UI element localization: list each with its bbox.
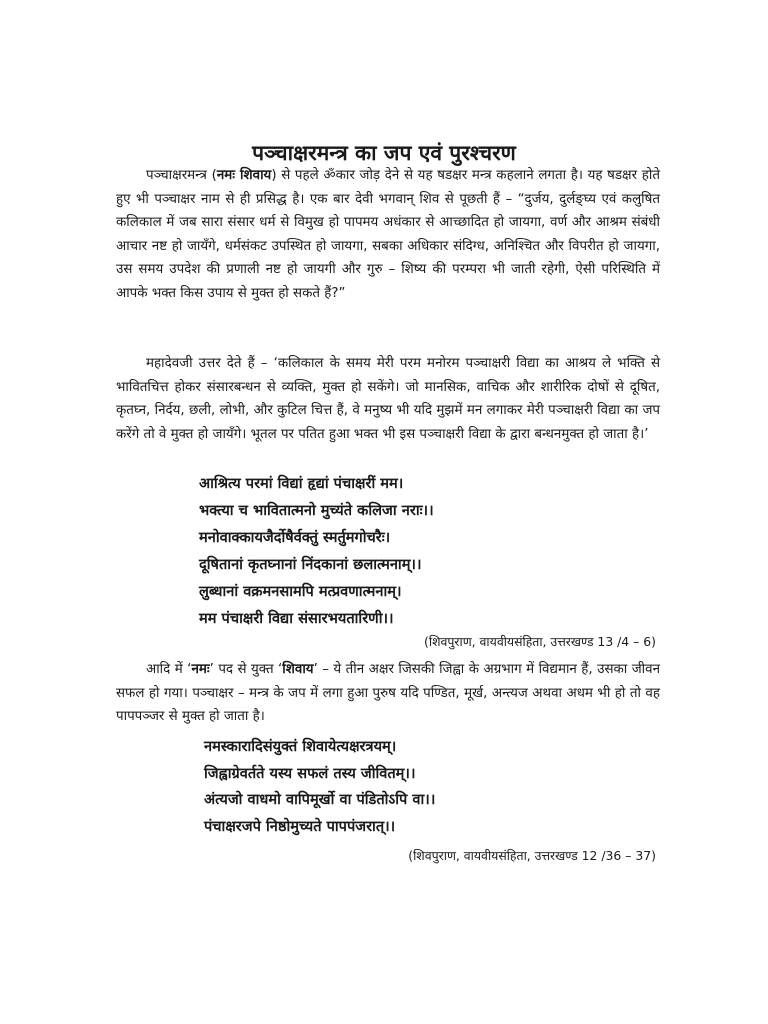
word-shivaya: शिवाय: [282, 662, 314, 677]
mantra-name: नमः शिवाय: [216, 168, 272, 183]
para3-text-3: ’ – ये तीन अक्षर जिसकी जिह्वा के अग्रभाग में विद्यमान हैं, उसका जीवन सफल हो गया। पञ्चाक्षर – मन्त्र के जप में लगा हुआ पुरुष यदि पण्डित, मूर्ख, अन्त्यज अथवा अधम भी हो तो वह पापपञ्जर से मुक्त हो जाता है।: [116, 662, 661, 725]
verse-line: दूषितानां कृतघ्नानां निंदकानां छलात्मनाम्।।: [199, 556, 422, 573]
verse-line: अंत्यजो वाधमो वापिमूर्खो वा पंडितोऽपि वा।।: [204, 791, 436, 808]
sanskrit-verse-1: [199, 470, 639, 632]
intro-text: ) से पहले ॐकार जोड़ देने से यह षडक्षर मन्त्र कहलाने लगता है। यह षडक्षर होते हुए भी पञ्चाक्षर नाम से ही प्रसिद्ध है। एक बार देवी भगवान् शिव से पूछती हैं – “दुर्जय, दुर्लङ्घ्य एवं कलुषित कलिकाल में जब सारा संसार धर्म से विमुख हो पापमय अधंकार से आच्छादित हो जायगा, वर्ण और आश्रम संबंधी आचार नष्ट हो जायँगे, धर्मसंकट उपस्थित हो जायगा, सबका अधिकार संदिग्ध, अनिश्चित और विपरीत हो जायगा, उस समय उपदेश की प्रणाली नष्ट हो जायगी और गुरु – शिष्य की परम्परा भी जाती रहेगी, ऐसी परिस्थिति में आपके भक्त किस उपाय से मुक्त हो सकते हैं?”: [116, 168, 660, 301]
para3-text-2: ’ पद से युक्त ‘: [209, 662, 283, 677]
intro-lead: पञ्चाक्षरमन्त्र (: [146, 168, 217, 183]
citation-2: (शिवपुराण, वायवीयसंहिता, उत्तरखण्ड 12 /36 – 37): [408, 848, 656, 863]
page-title: पञ्चाक्षरमन्त्र का जप एवं पुरश्चरण: [252, 141, 516, 165]
verse-line: मम पंचाक्षरी विद्या संसारभयतारिणी।।: [199, 610, 394, 627]
para3-text-1: आदि में ‘: [146, 662, 192, 677]
paragraph-mahadev-reply: [116, 352, 660, 446]
verse-line: नमस्कारादिसंयुक्तं शिवायेत्यक्षरत्रयम्।: [204, 738, 397, 755]
word-namah: नमः: [191, 662, 210, 677]
verse-line: आश्रित्य परमां विद्यां हृद्यां पंचाक्षरीं मम।: [199, 475, 404, 492]
verse-line: भक्त्या च भावितात्मनो मुच्यंते कलिजा नराः।।: [199, 502, 434, 519]
sanskrit-verse-2: [204, 734, 644, 840]
paragraph-intro: [116, 164, 660, 306]
verse-line: जिह्वाग्रेवर्तते यस्य सफलं तस्य जीवितम्।।: [204, 764, 416, 782]
verse-line: मनोवाक्कायजैर्दोषैर्वक्तुं स्मर्तुमगोचरैः।: [199, 529, 391, 546]
paragraph-namah-shivaya: [116, 658, 660, 729]
verse-line: लुब्धानां वक्रमनसामपि मत्प्रवणात्मनाम्।: [199, 583, 402, 600]
verse-line: पंचाक्षरजपे निष्ठोमुच्यते पापपंजरात्।।: [204, 817, 396, 835]
citation-1: (शिवपुराण, वायवीयसंहिता, उत्तरखण्ड 13 /4 – 6): [424, 634, 656, 649]
reply-text: महादेवजी उत्तर देते हैं – ‘कलिकाल के समय मेरी परम मनोरम पञ्चाक्षरी विद्या का आश्रय ले भक्ति से भावितचित्त होकर संसारबन्धन से व्यक्ति, मुक्त हो सकेंगे। जो मानसिक, वाचिक और शारीरिक दोषों से दूषित, कृतघ्न, निर्दय, छली, लोभी, और कुटिल चित्त हैं, वे मनुष्य भी यदि मुझमें मन लगाकर मेरी पञ्चाक्षरी विद्या का जप करेंगे तो वे मुक्त हो जायँगे। भूतल पर पतित हुआ भक्त भी इस पञ्चाक्षरी विद्या के द्वारा बन्धनमुक्त हो जाता है।’: [116, 356, 660, 442]
